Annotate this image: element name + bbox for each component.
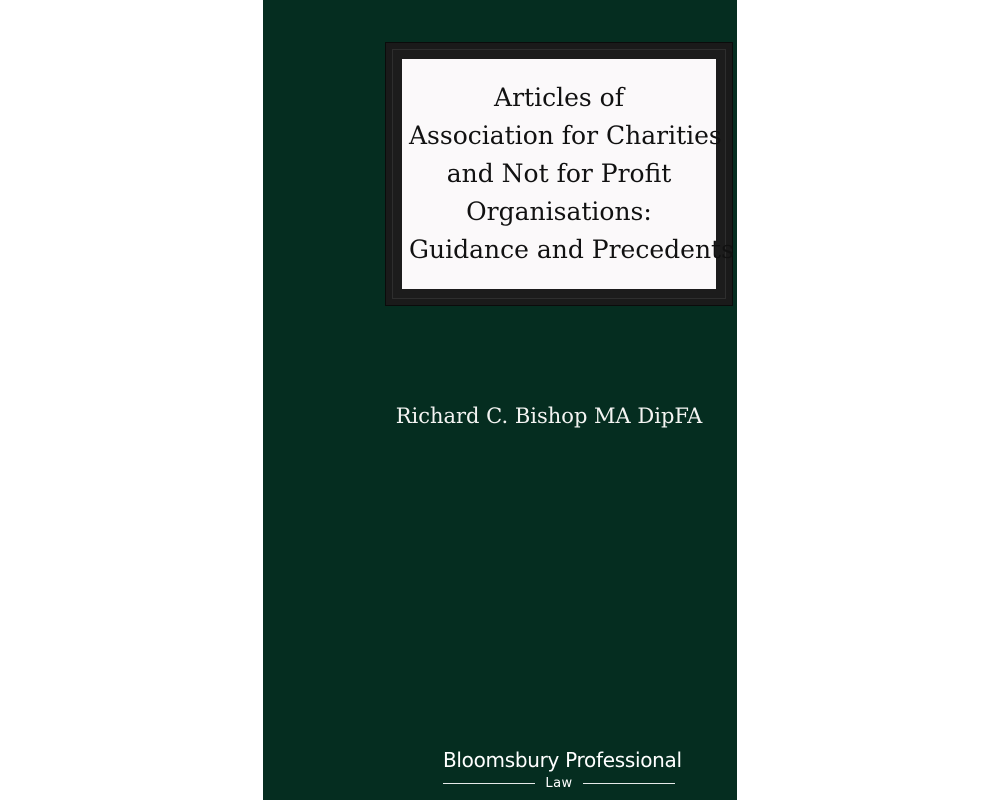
book-author: Richard C. Bishop MA DipFA <box>395 404 703 428</box>
title-line: Guidance and Precedents <box>409 235 734 264</box>
publisher-imprint: Law <box>545 776 573 791</box>
publisher-logo <box>443 748 682 791</box>
divider-left <box>443 783 535 784</box>
divider-right <box>583 783 675 784</box>
book-cover <box>263 0 737 800</box>
book-title <box>409 79 734 269</box>
title-line: and Not for Profit <box>446 159 672 188</box>
title-line: Association for Charities <box>409 121 722 150</box>
title-line: Organisations: <box>466 197 652 226</box>
publisher-imprint-row <box>443 776 675 791</box>
title-line: Articles of <box>494 83 624 112</box>
title-panel <box>402 59 734 289</box>
publisher-name: Bloomsbury Professional <box>443 748 682 772</box>
